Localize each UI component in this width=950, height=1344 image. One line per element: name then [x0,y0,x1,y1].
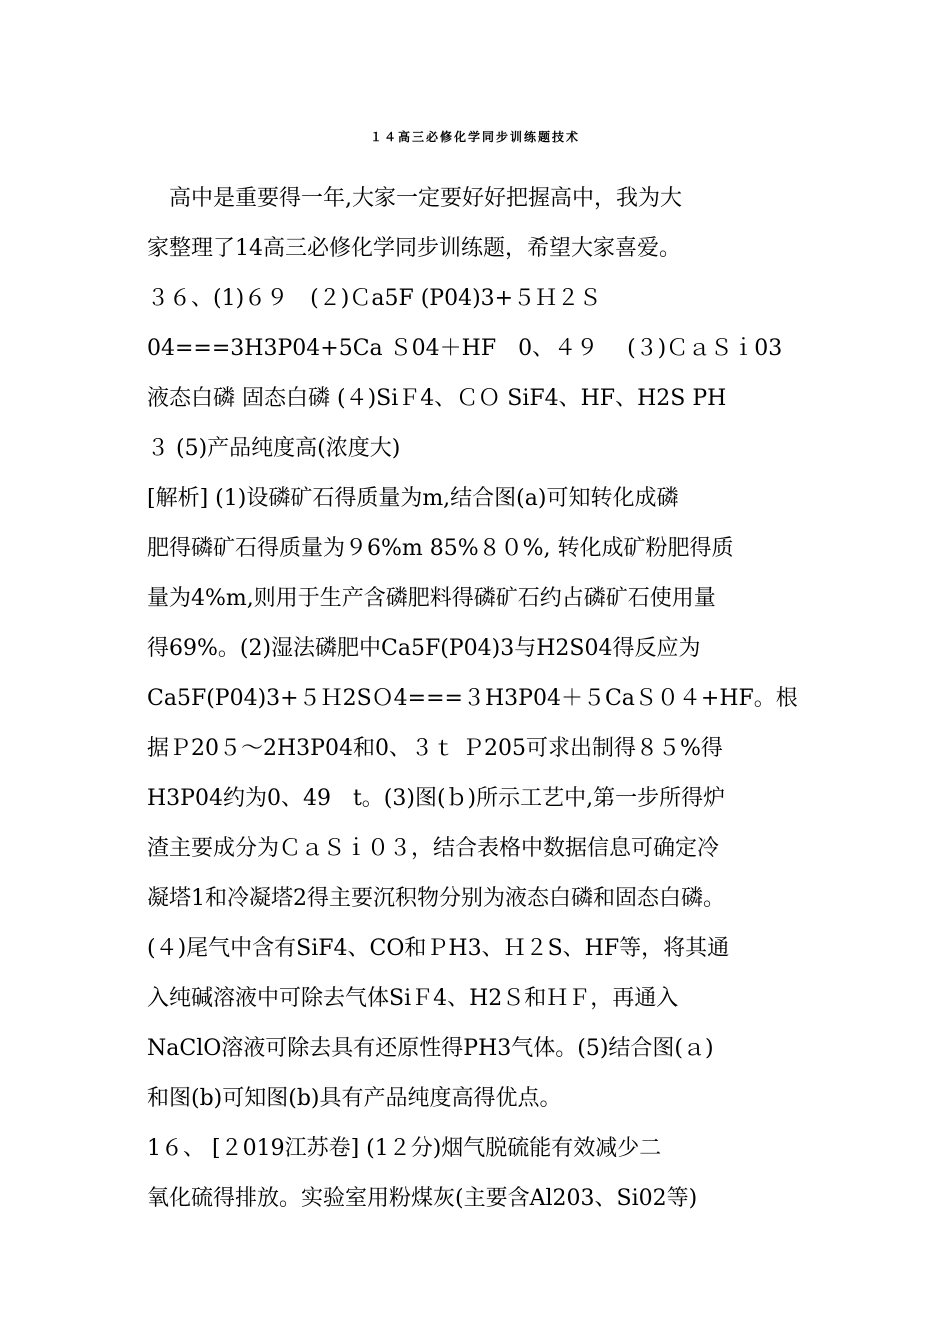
text-line: 家整理了14高三必修化学同步训练题，希望大家喜爱。 [147,236,681,261]
text-line: (４)尾气中含有SiF4、CO和ＰH3、Ｈ２S、HF等，将其通 [147,936,730,961]
text-line: 液态白磷 固态白磷 (４)SiＦ4、ＣＯ SiF4、HF、H2S PH [147,386,727,411]
text-line: ３ (5)产品纯度高(浓度大) [147,436,401,461]
text-line: NaClO溶液可除去具有还原性得PH3气体。(5)结合图(ａ) [147,1036,714,1061]
text-line: 高中是重要得一年,大家一定要好好把握高中，我为大 [147,186,682,211]
text-line: 量为4%m,则用于生产含磷肥料得磷矿石约占磷矿石使用量 [147,586,716,611]
text-line: H3P04约为0、49 t。(3)图(ｂ)所示工艺中,第一步所得炉 [147,786,726,811]
text-line: 渣主要成分为ＣａＳｉ０３，结合表格中数据信息可确定冷 [147,836,720,861]
text-line: 得69%。(2)湿法磷肥中Ca5F(P04)3与H2S04得反应为 [147,636,701,661]
document-title: １４高三必修化学同步训练题技术 [369,130,580,144]
text-line: 1６、 [２019江苏卷] (1２分)烟气脱硫能有效减少二 [147,1136,662,1161]
text-line: Ca5F(P04)3+５Ｈ2SＯ4===３H3P04＋５CaＳ０４+HF。根 [147,686,798,711]
text-line: 肥得磷矿石得质量为９6%m 85%８０%, 转化成矿粉肥得质 [147,536,734,561]
text-line: 04===3H3P04+5Ca Ｓ04＋HF 0、４９ (３)ＣａＳｉ03 [147,336,783,361]
text-line: 氧化硫得排放。实验室用粉煤灰(主要含Al203、Si02等) [147,1186,698,1211]
text-line: [解析] (1)设磷矿石得质量为m,结合图(a)可知转化成磷 [147,486,679,511]
text-line: 据Ｐ20５～2H3P04和0、３ｔ Ｐ205可求出制得８５%得 [147,736,723,761]
text-line: 凝塔1和冷凝塔2得主要沉积物分别为液态白磷和固态白磷。 [147,886,725,911]
text-line: 入纯碱溶液中可除去气体SiＦ4、H2Ｓ和ＨＦ，再通入 [147,986,679,1011]
text-line: ３６、(1)６９ (２)Ｃa5F (P04)3+５Ｈ２Ｓ [147,286,602,311]
text-line: 和图(b)可知图(b)具有产品纯度高得优点。 [147,1086,562,1111]
